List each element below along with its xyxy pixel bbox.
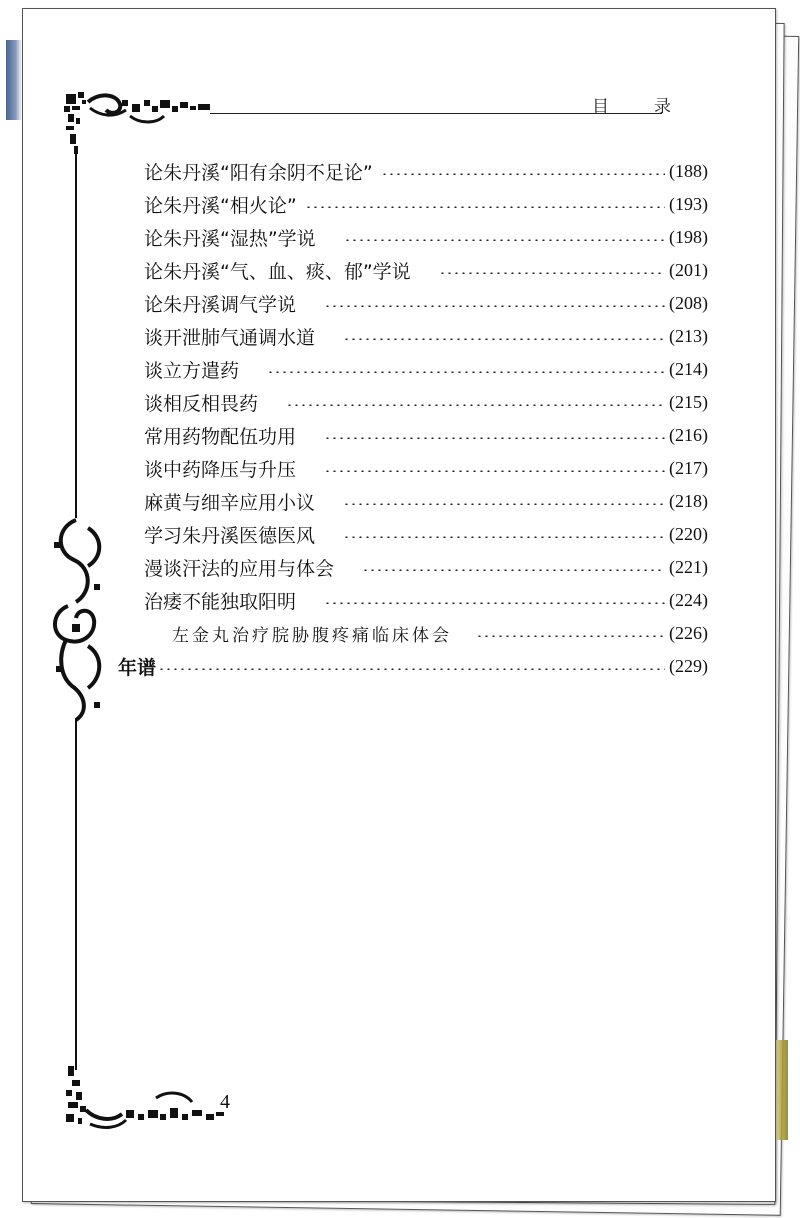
toc-entry[interactable] (144, 353, 708, 385)
toc-page-number: (188) (669, 160, 708, 181)
toc-entry[interactable] (144, 584, 708, 616)
toc-entry[interactable] (144, 485, 708, 517)
toc-entry[interactable] (144, 320, 708, 352)
toc-entry[interactable] (144, 419, 708, 451)
toc-page-number: (218) (669, 490, 708, 511)
toc-entry-title: 谈开泄肺气通调水道 (144, 326, 316, 349)
toc-section-entry[interactable] (118, 650, 708, 682)
toc-entry-title: 漫谈汗法的应用与体会 (144, 557, 335, 580)
leader-dots (343, 503, 665, 505)
leader-dots (305, 206, 665, 208)
toc-entry-title: 麻黄与细辛应用小议 (144, 491, 316, 514)
leader-dots (324, 305, 665, 307)
leader-dots (362, 569, 665, 571)
leader-dots (324, 470, 665, 472)
toc-page-number: (215) (669, 391, 708, 412)
toc-page-number: (220) (669, 523, 708, 544)
toc-page-number: (193) (669, 193, 708, 214)
toc-entry[interactable] (144, 254, 708, 286)
book-cover-edge (6, 40, 22, 120)
page-number: 4 (220, 1091, 230, 1113)
toc-entry-title: 谈中药降压与升压 (144, 458, 297, 481)
toc-entry-title: 论朱丹溪“相火论” (144, 194, 297, 217)
toc-entry-title: 学习朱丹溪医德医风 (144, 524, 316, 547)
toc-page-number: (224) (669, 589, 708, 610)
toc-entry[interactable] (144, 287, 708, 319)
toc-entry-title: 论朱丹溪调气学说 (144, 293, 297, 316)
toc-page-number: (214) (669, 358, 708, 379)
side-flourish-icon (48, 516, 108, 726)
toc-entry-title: 年谱 (118, 656, 157, 679)
leader-dots (286, 404, 665, 406)
toc-page-number: (226) (669, 622, 708, 643)
toc-entry[interactable] (144, 551, 708, 583)
toc-entry[interactable] (144, 155, 708, 187)
toc-entry-title: 治痿不能独取阳明 (144, 590, 297, 613)
book-cover-edge (774, 1040, 788, 1140)
leader-dots (381, 173, 665, 175)
toc-page (22, 8, 774, 1200)
leader-dots (267, 371, 665, 373)
toc-page-number: (221) (669, 556, 708, 577)
toc-entry[interactable] (144, 518, 708, 550)
toc-entry-title: 论朱丹溪“湿热”学说 (144, 227, 316, 250)
leader-dots (476, 635, 665, 637)
toc-page-number: (216) (669, 424, 708, 445)
toc-entry[interactable] (144, 386, 708, 418)
corner-flourish-bottom-icon (60, 1058, 230, 1138)
toc-entry-title: 常用药物配伍功用 (144, 425, 297, 448)
toc-entry-title: 谈相反相畏药 (144, 392, 259, 415)
toc-sub-entry[interactable] (172, 617, 708, 649)
toc-entry-title: 论朱丹溪“气、血、痰、郁”学说 (144, 260, 411, 283)
leader-dots (158, 668, 665, 670)
toc-entry-title: 论朱丹溪“阳有余阴不足论” (144, 161, 373, 184)
left-border-line (75, 148, 77, 518)
leader-dots (343, 536, 665, 538)
leader-dots (439, 272, 665, 274)
toc-entry-title: 谈立方遣药 (144, 359, 240, 382)
toc-page-number: (213) (669, 325, 708, 346)
leader-dots (343, 338, 665, 340)
leader-dots (344, 239, 665, 241)
toc-page-number: (229) (669, 655, 708, 676)
toc-page-number: (198) (669, 226, 708, 247)
leader-dots (324, 437, 665, 439)
toc-page-number: (201) (669, 259, 708, 280)
toc-entry-title: 左金丸治疗脘胁腹疼痛临床体会 (172, 625, 452, 646)
toc-entry[interactable] (144, 452, 708, 484)
leader-dots (324, 602, 665, 604)
toc-entry[interactable] (144, 221, 708, 253)
running-header: 目 录 (592, 97, 685, 117)
toc-page-number: (217) (669, 457, 708, 478)
toc-entry[interactable] (144, 188, 708, 220)
toc-page-number: (208) (669, 292, 708, 313)
left-border-line (75, 718, 77, 1070)
